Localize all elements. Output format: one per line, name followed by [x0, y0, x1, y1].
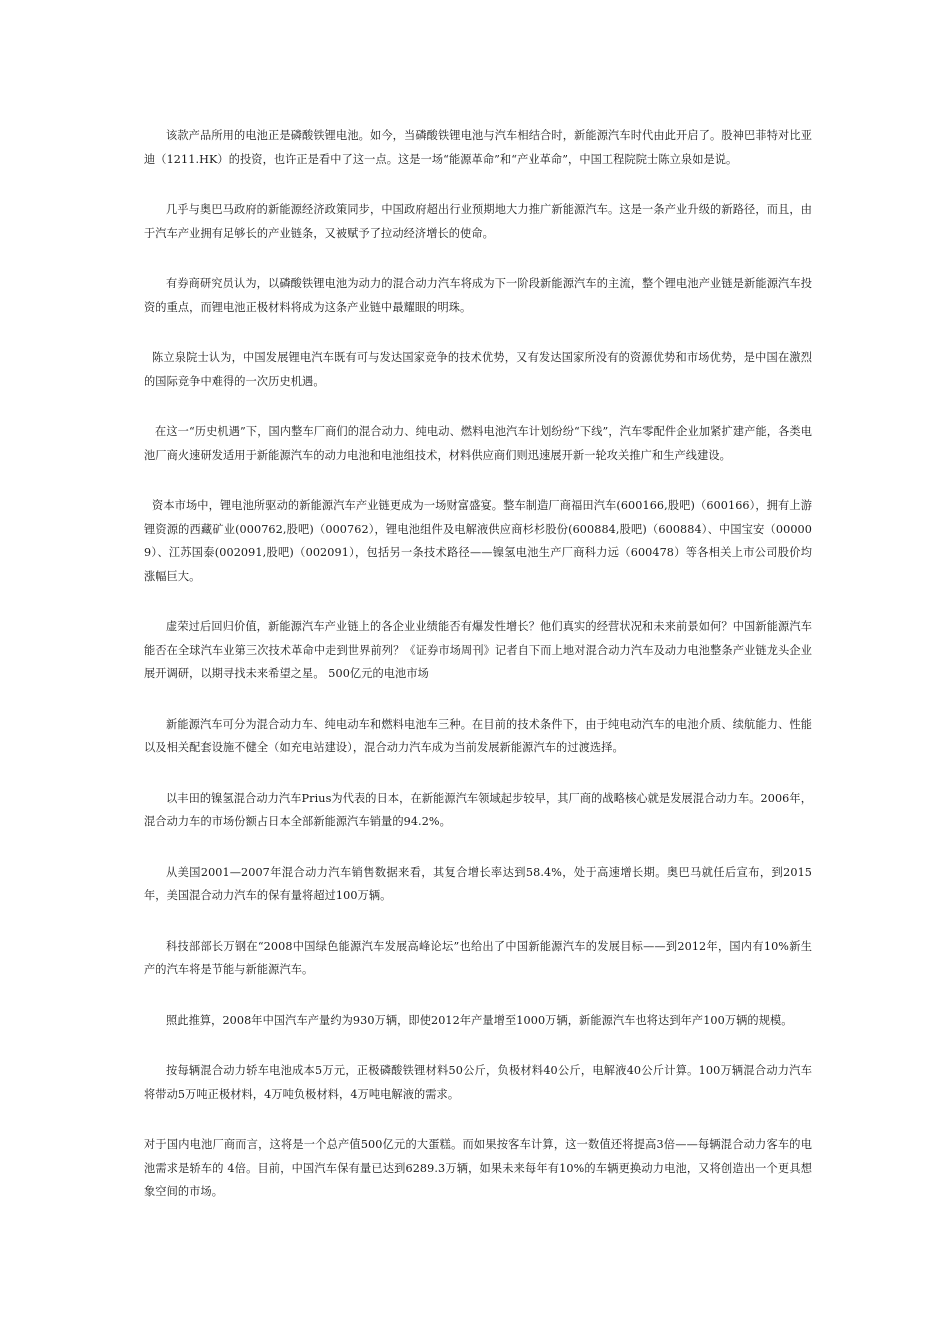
- paragraph-9: 以丰田的镍氢混合动力汽车Prius为代表的日本，在新能源汽车领域起步较早，其厂商的战略核心就是发展混合动力车。2006年，混合动力车的市场份额占日本全部新能源汽车销量的94.2%。: [144, 791, 812, 828]
- paragraph-1: 该款产品所用的电池正是磷酸铁锂电池。如今，当磷酸铁锂电池与汽车相结合时，新能源汽车时代由此开启了。股神巴菲特对比亚迪（1211.HK）的投资，也许正是看中了这一点。这是一场“能源革命”和“产业革命”，中国工程院院士陈立泉如是说。: [144, 129, 812, 166]
- paragraph-14: 对于国内电池厂商而言，这将是一个总产值500亿元的大蛋糕。而如果按客车计算，这一数值还将提高3倍——每辆混合动力客车的电池需求是轿车的 4倍。目前，中国汽车保有量已达到6289.3万辆，如果未来每年有10%的车辆更换动力电池，又将创造出一个更具想象空间的市场。: [144, 1138, 812, 1198]
- paragraph-13: 按每辆混合动力轿车电池成本5万元，正极磷酸铁锂材料50公斤，负极材料40公斤，电解液40公斤计算。100万辆混合动力汽车将带动5万吨正极材料，4万吨负极材料，4万吨电解液的需求。: [144, 1064, 812, 1101]
- paragraph-8: 新能源汽车可分为混合动力车、纯电动车和燃料电池车三种。在目前的技术条件下，由于纯电动汽车的电池介质、续航能力、性能以及相关配套设施不健全（如充电站建设），混合动力汽车成为当前发展新能源汽车的过渡选择。: [144, 717, 812, 754]
- paragraph-10: 从美国2001—2007年混合动力汽车销售数据来看，其复合增长率达到58.4%，处于高速增长期。奥巴马就任后宣布，到2015年，美国混合动力汽车的保有量将超过100万辆。: [144, 865, 812, 902]
- paragraph-4: 陈立泉院士认为，中国发展锂电汽车既有可与发达国家竞争的技术优势，又有发达国家所没有的资源优势和市场优势，是中国在激烈的国际竞争中难得的一次历史机遇。: [144, 351, 812, 388]
- article-body: [144, 124, 812, 1204]
- paragraph-6: 资本市场中，锂电池所驱动的新能源汽车产业链更成为一场财富盛宴。整车制造厂商福田汽车(600166,股吧)（600166），拥有上游锂资源的西藏矿业(000762,股吧)（000762），锂电池组件及电解液供应商杉杉股份(600884,股吧)（600884）、中国宝安（000009）、江苏国泰(002091,股吧)（002091），包括另一条技术路径——镍氢电池生产厂商科力远（600478）等各相关上市公司股价均涨幅巨大。: [144, 499, 812, 583]
- paragraph-12: 照此推算，2008年中国汽车产量约为930万辆，即使2012年产量增至1000万辆，新能源汽车也将达到年产100万辆的规模。: [166, 1013, 793, 1027]
- paragraph-5: 在这一“历史机遇”下，国内整车厂商们的混合动力、纯电动、燃料电池汽车计划纷纷“下线”，汽车零配件企业加紧扩建产能，各类电池厂商火速研发适用于新能源汽车的动力电池和电池组技术，材料供应商们则迅速展开新一轮攻关推广和生产线建设。: [144, 425, 812, 462]
- paragraph-2: 几乎与奥巴马政府的新能源经济政策同步，中国政府超出行业预期地大力推广新能源汽车。这是一条产业升级的新路径，而且，由于汽车产业拥有足够长的产业链条，又被赋予了拉动经济增长的使命。: [144, 203, 812, 240]
- paragraph-3: 有券商研究员认为，以磷酸铁锂电池为动力的混合动力汽车将成为下一阶段新能源汽车的主流，整个锂电池产业链是新能源汽车投资的重点，而锂电池正极材料将成为这条产业链中最耀眼的明珠。: [144, 277, 812, 314]
- paragraph-7: 虚荣过后回归价值，新能源汽车产业链上的各企业业绩能否有爆发性增长？他们真实的经营状况和未来前景如何？中国新能源汽车能否在全球汽车业第三次技术革命中走到世界前列？《证券市场周刊》记者自下而上地对混合动力汽车及动力电池整条产业链龙头企业展开调研，以期寻找未来希望之星。 500亿元的电池市场: [144, 620, 812, 680]
- paragraph-11: 科技部部长万钢在“2008中国绿色能源汽车发展高峰论坛”也给出了中国新能源汽车的发展目标——到2012年，国内有10%新生产的汽车将是节能与新能源汽车。: [144, 939, 812, 976]
